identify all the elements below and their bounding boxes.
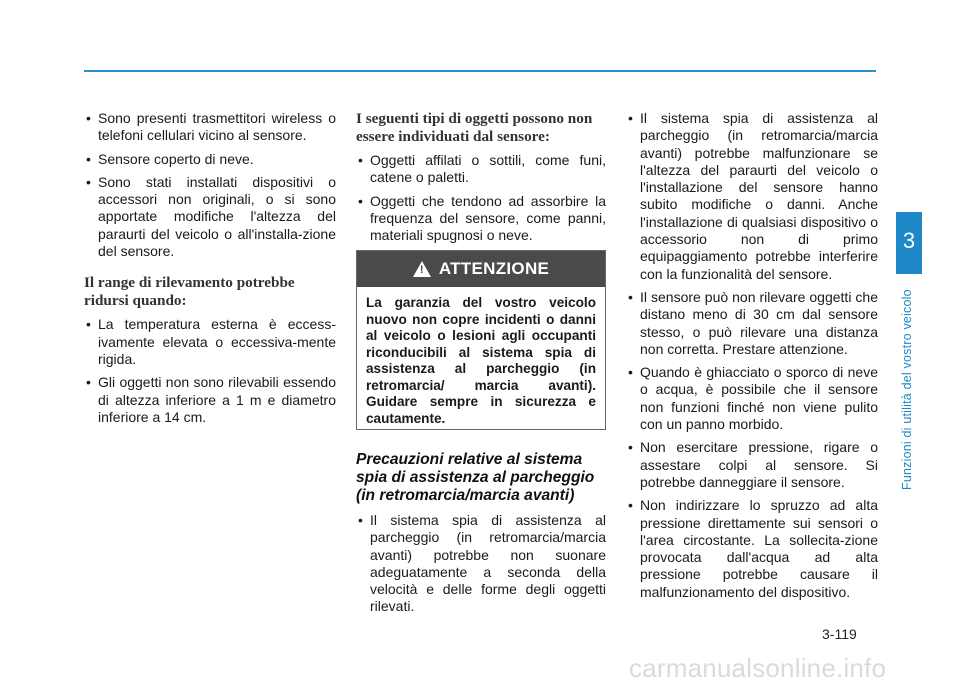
column-1: [84, 110, 336, 432]
warning-header: [357, 251, 605, 287]
page-number: 3-119: [822, 626, 857, 642]
list-item: • Sono stati installati dispositivi o accessori non originali, o si sono apportate modifiche l'altezza del paraurti del veicolo o all'installa-zione del sensore.: [84, 174, 336, 260]
section-heading-italic: Precauzioni relative al sistema spia di assistenza al parcheggio (in retromarcia/marcia avanti): [356, 451, 595, 504]
list-item: • Il sensore può non rilevare oggetti che distano meno di 30 cm dal sensore stesso, o può rilevare una distanza non corretta. Prestare attenzione.: [626, 289, 878, 358]
warning-title: ATTENZIONE: [438, 259, 550, 278]
chapter-title-vertical: [900, 289, 920, 510]
column-2: [356, 110, 606, 250]
list-item: • Gli oggetti non sono rilevabili essendo di altezza inferiore a 1 m e diametro inferiore a 14 cm.: [84, 374, 336, 426]
section-heading: I seguenti tipi di oggetti possono non essere individuati dal sensore:: [356, 110, 593, 145]
warning-box: [356, 250, 606, 430]
list-item: • Oggetti affilati o sottili, come funi, catene o paletti.: [356, 152, 606, 187]
list-item: • Non esercitare pressione, rigare o assestare colpi al sensore. Si potrebbe danneggiare il sensore.: [626, 439, 878, 491]
list-item: • Non indirizzare lo spruzzo ad alta pressione direttamente sui sensori o l'area circostante. La sollecita-zione provocata dall'acqua ad alta pressione potrebbe causare il malfunzionamento del dispositivo.: [626, 497, 878, 601]
warning-triangle-icon: !: [413, 261, 431, 277]
top-rule: [84, 70, 876, 72]
bullet-list: [356, 512, 606, 616]
bullet-list: [626, 110, 878, 601]
chapter-number: 3: [902, 228, 916, 253]
list-item: • Il sistema spia di assistenza al parcheggio (in retromarcia/marcia avanti) potrebbe non suonare adeguatamente a seconda della velocità e delle forme degli oggetti rilevati.: [356, 512, 606, 616]
list-item: • Sono presenti trasmettitori wireless o telefoni cellulari vicino al sensore.: [84, 110, 336, 145]
bullet-list-bottom: [84, 316, 336, 426]
bullet-list: [356, 152, 606, 244]
column-3: [626, 110, 878, 607]
bullet-list-top: [84, 110, 336, 260]
column-2-lower: [356, 451, 606, 622]
watermark: carmanualsonline.info: [629, 653, 887, 683]
list-item: • La temperatura esterna è eccess-ivamente elevata o eccessiva-mente rigida.: [84, 316, 336, 368]
list-item: • Sensore coperto di neve.: [84, 151, 336, 168]
list-item: • Il sistema spia di assistenza al parcheggio (in retromarcia/marcia avanti) potrebbe malfunzionare se l'altezza del paraurti del veicolo o l'installazione del sensore hanno subito modifiche o danni. Anche l'installazione di qualsiasi dispositivo o accessorio non di primo equipaggiamento potrebbe interferire con la funzionalità del sensore.: [626, 110, 878, 283]
list-item: • Quando è ghiacciato o sporco di neve o acqua, è possibile che il sensore non funzioni finché non viene pulito con un panno morbido.: [626, 364, 878, 433]
warning-text: La garanzia del vostro veicolo nuovo non copre incidenti o danni al veicolo o lesioni agli occupanti riconducibili al sistema spia di assistenza al parcheggio (in retromarcia/ marcia avanti). Guidare sempre in sicurezza e cautamente.: [366, 295, 596, 426]
chapter-title: Funzioni di utilità del vostro veicolo: [900, 289, 914, 490]
section-heading: Il range di rilevamento potrebbe ridursi quando:: [84, 274, 295, 309]
list-item: • Oggetti che tendono ad assorbire la frequenza del sensore, come panni, materiali spugnosi o neve.: [356, 193, 606, 245]
